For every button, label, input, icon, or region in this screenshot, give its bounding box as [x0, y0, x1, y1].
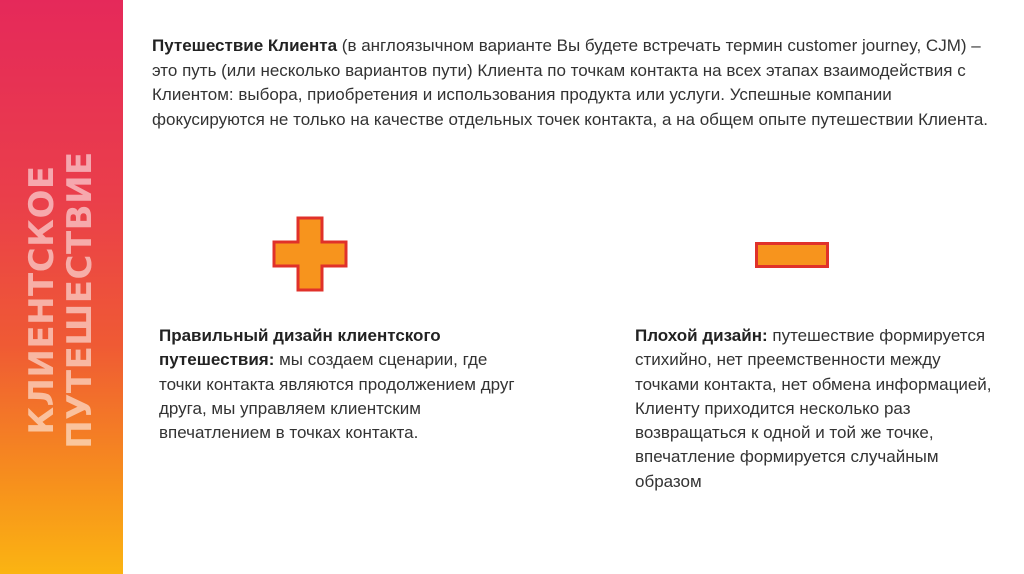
vertical-section-title [23, 151, 99, 449]
good-design-text [159, 324, 519, 445]
intro-term: Путешествие Клиента [152, 36, 338, 55]
good-design-body: мы создаем сценарии, где точки контакта являются продолжением друг друга, мы управляем клиентским впечатлением в точках контакта. [159, 350, 515, 443]
bad-design-heading: Плохой дизайн: [635, 326, 768, 345]
sidebar-gradient-band [0, 0, 123, 574]
bad-design-text [635, 324, 1005, 494]
intro-text: (в англоязычном варианте Вы будете встречать термин customer journey, CJM) – это путь (или несколько вариантов пути) Клиента по точкам контакта на всех этапах взаимодействия с Клиентом: выбора, приобретения и использования продукта или услуги. Успешные компании фокусируются не только на качестве отдельных точек контакта, а на общем опыте путешествии Клиента. [152, 36, 989, 129]
bad-design-body: путешествие формируется стихийно, нет преемственности между точками контакта, нет обмена информацией, Клиенту приходится несколько раз возвращаться к одной и той же точке, впечатление формируется случайным образом [635, 326, 992, 491]
plus-icon [272, 216, 348, 292]
minus-icon [755, 242, 829, 268]
section-title-line-2: ПУТЕШЕСТВИЕ [60, 151, 100, 449]
intro-paragraph [152, 34, 992, 132]
good-design-heading: Правильный дизайн клиентского путешествия: [159, 326, 441, 370]
section-title-line-1: КЛИЕНТСКОЕ [22, 165, 62, 435]
